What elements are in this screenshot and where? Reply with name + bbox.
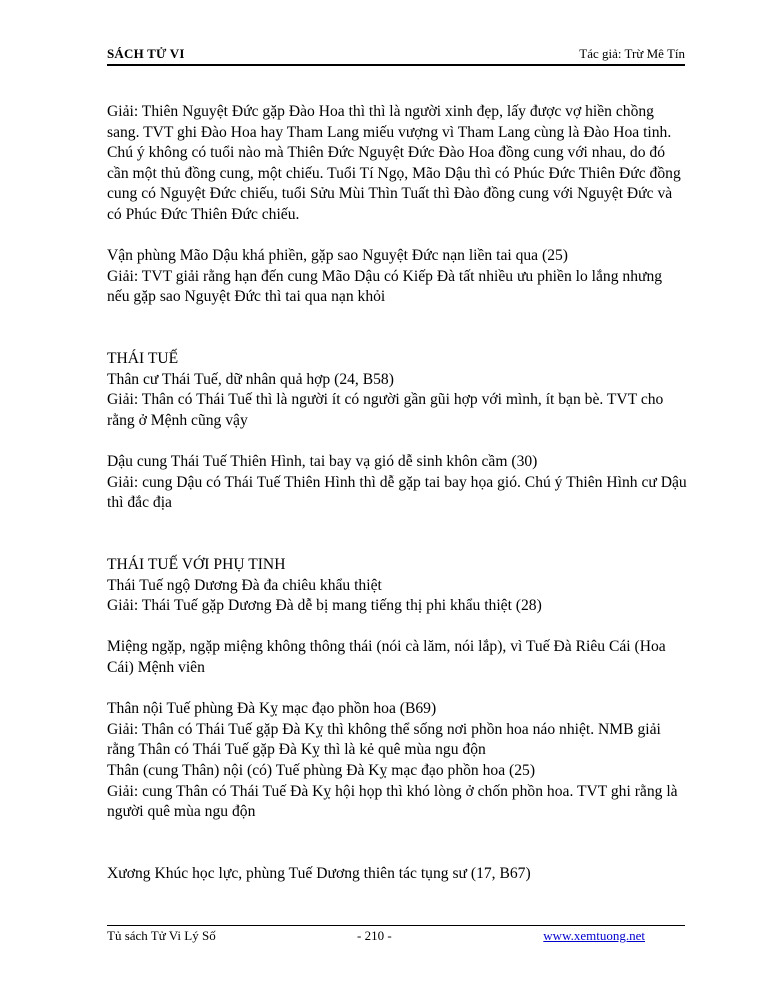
section-heading: THÁI TUẾ <box>107 350 179 368</box>
verse: Thân (cung Thân) nội (có) Tuế phùng Đà Kỵ mạc đạo phồn hoa (25) <box>107 762 536 779</box>
explanation: Giải: cung Dậu có Thái Tuế Thiên Hình thì dễ gặp tai bay họa gió. Chú ý Thiên Hình cư Dậu thì đắc địa <box>107 473 687 512</box>
verse: Thân nội Tuế phùng Đà Kỵ mạc đạo phồn hoa (B69) <box>107 700 437 718</box>
book-title: SÁCH TỬ VI <box>107 46 185 61</box>
author: Tác giả: Trừ Mê Tín <box>579 46 685 61</box>
verse: Miệng ngặp, ngặp miệng không thông thái (nói cà lăm, nói lắp), vì Tuế Đà Riêu Cái (Hoa Cái) Mệnh viên <box>107 638 666 677</box>
section-heading: THÁI TUẾ VỚI PHỤ TINH <box>107 556 286 574</box>
website-link[interactable]: www.xemtuong.net <box>543 928 645 943</box>
page-number: - 210 - <box>357 928 392 943</box>
explanation: Giải: Thân có Thái Tuế gặp Đà Kỵ thì không thể sống nơi phồn hoa náo nhiệt. NMB giải rằng Thân có Thái Tuế gặp Đà Kỵ thì là kẻ quê mùa ngu độn <box>107 720 661 759</box>
paragraph: Giải: Thiên Nguyệt Đức gặp Đào Hoa thì thì là người xinh đẹp, lấy được vợ hiền chồng sang. TVT ghi Đào Hoa hay Tham Lang miếu vượng vì Tham Lang cùng là Đào Hoa tinh. Chú ý không có tuổi nào mà Thiên Đức Nguyệt Đức Đào Hoa đồng cung với nhau, do đó cần một thủ đồng cung, một chiếu. Tuổi Tí Ngọ, Mão Dậu thì có Phúc Đức Thiên Đức đồng cung có Nguyệt Đức chiếu, tuổi Sửu Mùi Thìn Tuất thì Đào đồng cung với Nguyệt Đức và có Phúc Đức Thiên Đức chiếu. <box>107 103 681 223</box>
explanation: Giải: TVT giải rằng hạn đến cung Mão Dậu có Kiếp Đà tất nhiều ưu phiền lo lắng nhưng nếu gặp sao Nguyệt Đức thì tai qua nạn khỏi <box>107 267 663 306</box>
footer-divider <box>107 925 685 926</box>
verse: Thái Tuế ngộ Dương Đà đa chiêu khẩu thiệt <box>107 576 382 594</box>
series-name: Tủ sách Tử Vi Lý Số <box>107 928 216 943</box>
explanation: Giải: cung Thân có Thái Tuế Đà Kỵ hội họp thì khó lòng ở chốn phồn hoa. TVT ghi rằng là người quê mùa ngu độn <box>107 782 678 821</box>
page-header <box>107 46 685 66</box>
verse: Dậu cung Thái Tuế Thiên Hình, tai bay vạ gió dễ sinh khôn cầm (30) <box>107 453 538 471</box>
page-footer <box>107 928 685 948</box>
page-body <box>107 102 687 885</box>
verse: Thân cư Thái Tuế, dữ nhân quả hợp (24, B58) <box>107 370 394 388</box>
verse: Vận phùng Mão Dậu khá phiền, gặp sao Nguyệt Đức nạn liền tai qua (25) <box>107 247 568 265</box>
verse: Xương Khúc học lực, phùng Tuế Dương thiên tác tụng sư (17, B67) <box>107 864 531 882</box>
explanation: Giải: Thái Tuế gặp Dương Đà dễ bị mang tiếng thị phi khẩu thiệt (28) <box>107 597 542 615</box>
explanation: Giải: Thân có Thái Tuế thì là người ít có người gần gũi hợp với mình, ít bạn bè. TVT cho rằng ở Mệnh cũng vậy <box>107 391 664 429</box>
header-divider <box>107 64 685 66</box>
